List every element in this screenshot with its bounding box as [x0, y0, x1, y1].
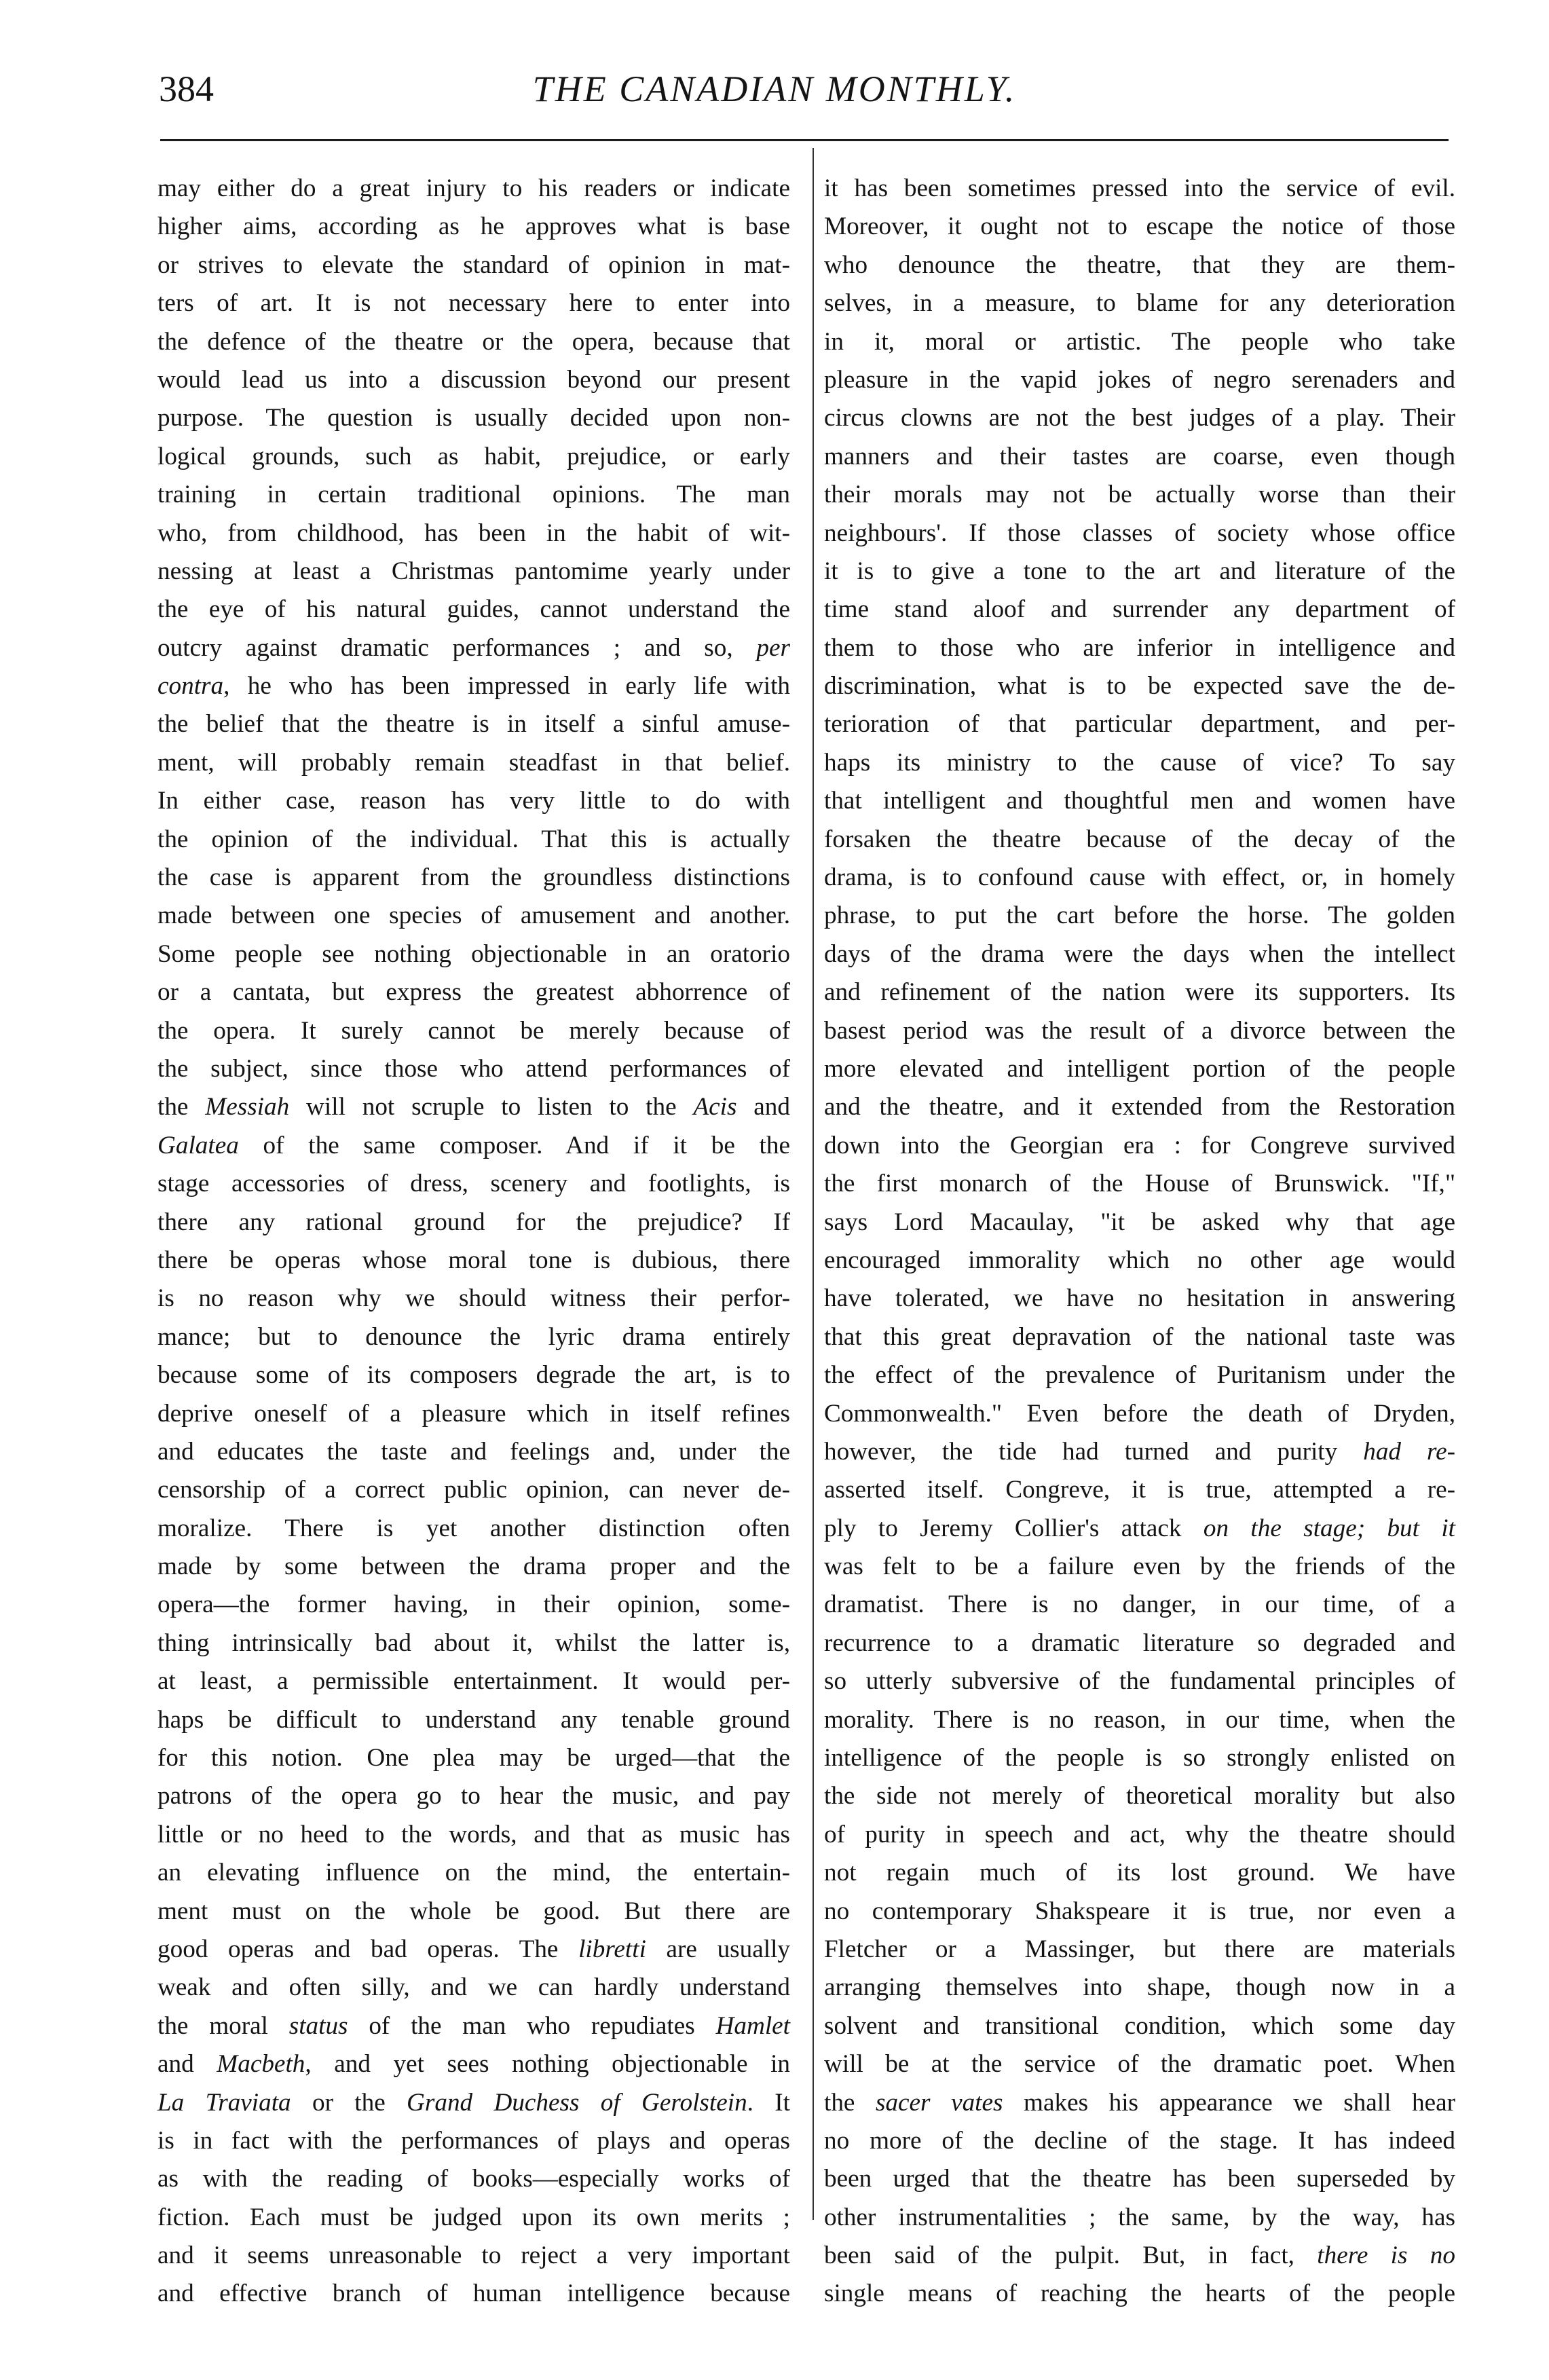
text-line: is in fact with the performances of plays and operas: [157, 2126, 790, 2155]
text-line: higher aims, according as he approves what is base: [157, 212, 790, 241]
text-line: arranging themselves into shape, though now in a: [824, 1973, 1455, 2002]
text-line: censorship of a correct public opinion, can never de-: [157, 1476, 790, 1504]
left-column: [157, 170, 791, 2308]
text-line: Galatea of the same composer. And if it be the: [157, 1131, 790, 1159]
text-line: their morals may not be actually worse than their: [824, 481, 1455, 509]
text-line: ply to Jeremy Collier's attack on the stage; but it: [824, 1514, 1456, 1542]
text-line: moralize. There is yet another distinction often: [157, 1514, 790, 1542]
text-line: Commonwealth." Even before the death of Dryden,: [824, 1399, 1455, 1428]
text-line: so utterly subversive of the fundamental principles of: [824, 1667, 1455, 1696]
text-line: and effective branch of human intelligence because: [157, 2280, 790, 2308]
text-line: recurrence to a dramatic literature so degraded and: [824, 1629, 1455, 1657]
text-line: selves, in a measure, to blame for any deterioration: [824, 289, 1455, 318]
text-line: there be operas whose moral tone is dubious, there: [157, 1246, 790, 1274]
page-number: 384: [159, 69, 214, 109]
text-line: manners and their tastes are coarse, even though: [824, 442, 1455, 470]
text-line: contra, he who has been impressed in early life with: [157, 672, 790, 701]
text-line: made by some between the drama proper and the: [157, 1552, 790, 1581]
text-line: opera—the former having, in their opinion, some-: [157, 1591, 790, 1619]
text-line: circus clowns are not the best judges of a play. Their: [824, 404, 1455, 432]
text-line: training in certain traditional opinions. The man: [157, 481, 790, 509]
text-line: mance; but to denounce the lyric drama entirely: [157, 1322, 790, 1351]
text-line: been said of the pulpit. But, in fact, there is no: [824, 2242, 1455, 2270]
header-rule: [160, 139, 1449, 141]
text-line: logical grounds, such as habit, prejudice, or early: [157, 442, 790, 470]
text-line: little or no heed to the words, and that as music has: [157, 1820, 790, 1848]
text-line: days of the drama were the days when the intellect: [824, 940, 1455, 968]
text-line: in it, moral or artistic. The people who take: [824, 327, 1455, 356]
text-line: stage accessories of dress, scenery and footlights, is: [157, 1170, 790, 1198]
text-line: drama, is to confound cause with effect, or, in homely: [824, 863, 1455, 892]
column-divider: [813, 148, 814, 2220]
text-line: intelligence of the people is so strongly enlisted on: [824, 1744, 1455, 1772]
text-line: no more of the decline of the stage. It has indeed: [824, 2126, 1455, 2155]
text-line: patrons of the opera go to hear the music, and pay: [157, 1782, 790, 1810]
text-line: time stand aloof and surrender any department of: [824, 595, 1455, 624]
text-line: pleasure in the vapid jokes of negro serenaders and: [824, 365, 1455, 394]
text-line: that intelligent and thoughtful men and women have: [824, 787, 1455, 815]
running-title: THE CANADIAN MONTHLY.: [532, 69, 1017, 109]
text-line: have tolerated, we have no hesitation in answering: [824, 1284, 1455, 1313]
text-line: them to those who are inferior in intelligence and: [824, 633, 1455, 662]
text-line: the case is apparent from the groundless distinctions: [157, 863, 790, 892]
text-line: ment, will probably remain steadfast in that belief.: [157, 748, 790, 777]
text-line: La Traviata or the Grand Duchess of Gerolstein. It: [157, 2088, 791, 2117]
text-line: would lead us into a discussion beyond our present: [157, 365, 790, 394]
text-line: the opera. It surely cannot be merely because of: [157, 1016, 790, 1045]
text-line: at least, a permissible entertainment. It would per-: [157, 1667, 790, 1696]
text-line: and the theatre, and it extended from the Restoration: [824, 1093, 1455, 1121]
text-line: as with the reading of books—especially works of: [157, 2165, 790, 2193]
text-line: purpose. The question is usually decided upon non-: [157, 404, 790, 432]
text-line: nessing at least a Christmas pantomime yearly under: [157, 557, 790, 585]
text-line: dramatist. There is no danger, in our time, of a: [824, 1591, 1455, 1619]
text-line: and Macbeth, and yet sees nothing objectionable in: [157, 2050, 790, 2079]
text-line: and it seems unreasonable to reject a very important: [157, 2242, 790, 2270]
text-line: and refinement of the nation were its supporters. Its: [824, 978, 1455, 1007]
text-line: says Lord Macaulay, "it be asked why that age: [824, 1208, 1455, 1236]
text-line: the moral status of the man who repudiates Hamlet: [157, 2011, 790, 2040]
text-line: for this notion. One plea may be urged—that the: [157, 1744, 790, 1772]
text-line: fiction. Each must be judged upon its own merits ;: [157, 2203, 790, 2231]
text-line: the side not merely of theoretical morality but also: [824, 1782, 1455, 1810]
text-line: the opinion of the individual. That this is actually: [157, 825, 790, 853]
text-line: neighbours'. If those classes of society whose office: [824, 519, 1455, 547]
text-line: will be at the service of the dramatic poet. When: [824, 2050, 1455, 2079]
text-line: ters of art. It is not necessary here to enter into: [157, 289, 790, 318]
text-line: the first monarch of the House of Brunswick. "If,": [824, 1170, 1455, 1198]
text-line: other instrumentalities ; the same, by the way, has: [824, 2203, 1455, 2231]
text-line: thing intrinsically bad about it, whilst the latter is,: [157, 1629, 790, 1657]
text-line: In either case, reason has very little to do with: [157, 787, 790, 815]
text-line: Fletcher or a Massinger, but there are materials: [824, 1935, 1455, 1963]
text-line: Moreover, it ought not to escape the notice of those: [824, 212, 1455, 241]
text-line: not regain much of its lost ground. We have: [824, 1859, 1455, 1887]
text-line: the sacer vates makes his appearance we shall hear: [824, 2088, 1455, 2117]
text-line: more elevated and intelligent portion of the people: [824, 1054, 1455, 1083]
text-line: is no reason why we should witness their perfor-: [157, 1284, 790, 1313]
text-line: may either do a great injury to his readers or indicate: [157, 174, 790, 202]
text-line: who, from childhood, has been in the habit of wit-: [157, 519, 790, 547]
text-line: morality. There is no reason, in our time, when the: [824, 1705, 1455, 1734]
text-line: the eye of his natural guides, cannot understand the: [157, 595, 790, 624]
text-line: encouraged immorality which no other age would: [824, 1246, 1455, 1274]
text-line: asserted itself. Congreve, it is true, attempted a re-: [824, 1476, 1455, 1504]
text-line: no contemporary Shakspeare it is true, nor even a: [824, 1897, 1455, 1925]
text-line: good operas and bad operas. The libretti are usually: [157, 1935, 790, 1963]
text-line: it has been sometimes pressed into the service of evil.: [824, 174, 1455, 202]
text-line: of purity in speech and act, why the theatre should: [824, 1820, 1455, 1848]
text-line: or strives to elevate the standard of opinion in mat-: [157, 250, 790, 279]
text-line: the defence of the theatre or the opera, because that: [157, 327, 790, 356]
text-line: or a cantata, but express the greatest abhorrence of: [157, 978, 790, 1007]
text-line: down into the Georgian era : for Congreve survived: [824, 1131, 1455, 1159]
text-line: the effect of the prevalence of Puritanism under the: [824, 1361, 1455, 1390]
text-line: forsaken the theatre because of the decay of the: [824, 825, 1455, 853]
text-line: haps its ministry to the cause of vice? To say: [824, 748, 1455, 777]
text-line: been urged that the theatre has been superseded by: [824, 2165, 1455, 2193]
text-line: single means of reaching the hearts of the people: [824, 2280, 1455, 2308]
text-line: phrase, to put the cart before the horse. The golden: [824, 901, 1455, 930]
text-line: made between one species of amusement and another.: [157, 901, 790, 930]
text-line: and educates the taste and feelings and, under the: [157, 1437, 790, 1466]
text-line: that this great depravation of the national taste was: [824, 1322, 1455, 1351]
text-line: was felt to be a failure even by the friends of the: [824, 1552, 1455, 1581]
text-line: basest period was the result of a divorce between the: [824, 1016, 1455, 1045]
text-line: solvent and transitional condition, which some day: [824, 2011, 1455, 2040]
text-line: Some people see nothing objectionable in an oratorio: [157, 940, 790, 968]
text-line: outcry against dramatic performances ; and so, per: [157, 633, 790, 662]
text-line: the subject, since those who attend performances of: [157, 1054, 790, 1083]
text-line: there any rational ground for the prejudice? If: [157, 1208, 790, 1236]
text-line: an elevating influence on the mind, the entertain-: [157, 1859, 790, 1887]
text-line: the belief that the theatre is in itself a sinful amuse-: [157, 710, 790, 739]
text-line: haps be difficult to understand any tenable ground: [157, 1705, 790, 1734]
text-line: ment must on the whole be good. But there are: [157, 1897, 790, 1925]
text-line: who denounce the theatre, that they are them-: [824, 250, 1455, 279]
text-line: weak and often silly, and we can hardly understand: [157, 1973, 790, 2002]
text-line: terioration of that particular department, and per-: [824, 710, 1455, 739]
text-line: discrimination, what is to be expected save the de-: [824, 672, 1455, 701]
text-line: the Messiah will not scruple to listen to the Acis and: [157, 1093, 790, 1121]
text-line: because some of its composers degrade the art, is to: [157, 1361, 790, 1390]
right-column: [824, 170, 1456, 2308]
text-line: however, the tide had turned and purity had re-: [824, 1437, 1455, 1466]
text-line: deprive oneself of a pleasure which in itself refines: [157, 1399, 790, 1428]
text-line: it is to give a tone to the art and literature of the: [824, 557, 1455, 585]
